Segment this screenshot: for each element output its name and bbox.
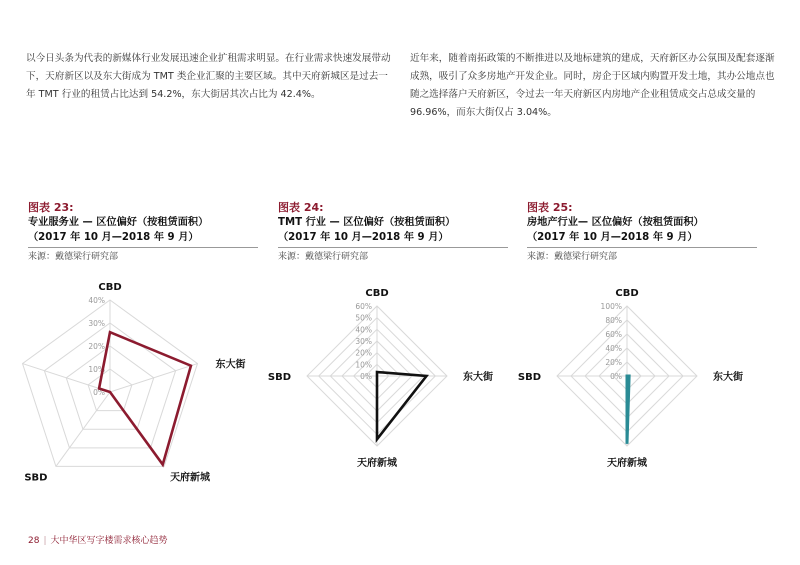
axis-label: 天府新城: [170, 472, 211, 484]
figure-number: 图表 25:: [527, 201, 573, 214]
axis-label: SBD: [267, 372, 291, 383]
tick-label: 0%: [93, 388, 105, 397]
tick-label: 50%: [355, 313, 372, 323]
tick-label: 80%: [605, 316, 622, 325]
tick-label: 10%: [355, 360, 372, 370]
tick-label: 10%: [88, 365, 105, 374]
figure-number: 图表 24:: [278, 201, 324, 214]
figure-period: （2017 年 10 月—2018 年 9 月）: [28, 232, 199, 243]
tick-label: 30%: [355, 337, 372, 346]
footer-separator: |: [43, 536, 47, 546]
tick-label: 60%: [355, 302, 372, 311]
axis-label: SBD: [24, 472, 48, 484]
page-number: 28: [28, 536, 40, 546]
axis-label: CBD: [98, 282, 122, 293]
intro-left-paragraph: 以今日头条为代表的新媒体行业发展迅速企业扩租需求明显。在行业需求快速发展带动下，天府新区以及东大街成为 TMT 类企业汇聚的主要区域。其中天府新城区是过去一年 TMT 行业的租赁占比达到 54.2%，东大街居其次占比为 42.4%。: [26, 53, 391, 100]
intro-right-paragraph: 近年来，随着南拓政策的不断推进以及地标建筑的建成，天府新区办公氛围及配套逐渐成熟，吸引了众多房地产开发企业。同时，房企于区域内购置开发土地，其办公地点也随之选择落户天府新区，令过去一年天府新区内房地产企业租赁成交占总成交量的 96.96%，而东大街仅占 3.04%。: [410, 53, 775, 118]
axis-label: 天府新城: [357, 458, 397, 469]
figure-period: （2017 年 10 月—2018 年 9 月）: [527, 232, 698, 243]
data-series: [627, 376, 629, 444]
figure-title: TMT 行业 — 区位偏好（按租赁面积）: [278, 217, 456, 228]
tick-label: 100%: [600, 302, 622, 311]
footer-title: 大中华区写字楼需求核心趋势: [50, 536, 168, 546]
tick-label: 20%: [88, 342, 105, 351]
tick-label: 20%: [605, 358, 622, 367]
figure-source: 来源：戴德梁行研究部: [527, 252, 618, 262]
tick-label: 0%: [610, 372, 622, 381]
figure-title: 专业服务业 — 区位偏好（按租赁面积）: [28, 217, 209, 228]
axis-label: 东大街: [713, 372, 743, 383]
axis-label: CBD: [615, 288, 639, 299]
axis-label: CBD: [365, 288, 389, 299]
figure-number: 图表 23:: [28, 201, 74, 214]
tick-label: 40%: [605, 344, 622, 353]
figure-source: 来源：戴德梁行研究部: [28, 252, 119, 262]
axis-label: 东大街: [215, 359, 246, 371]
tick-label: 0%: [360, 372, 372, 381]
tick-label: 40%: [355, 325, 372, 335]
figure-title: 房地产行业— 区位偏好（按租赁面积）: [527, 217, 704, 228]
axis-label: SBD: [517, 372, 541, 383]
axis-label: 天府新城: [607, 458, 647, 469]
tick-label: 20%: [355, 348, 372, 358]
tick-label: 60%: [605, 330, 622, 339]
axis-label: 东大街: [463, 372, 493, 383]
figure-source: 来源：戴德梁行研究部: [278, 252, 369, 262]
figure-period: （2017 年 10 月—2018 年 9 月）: [278, 232, 449, 243]
page-footer: [28, 533, 168, 546]
tick-label: 40%: [88, 296, 105, 305]
tick-label: 30%: [88, 319, 105, 328]
